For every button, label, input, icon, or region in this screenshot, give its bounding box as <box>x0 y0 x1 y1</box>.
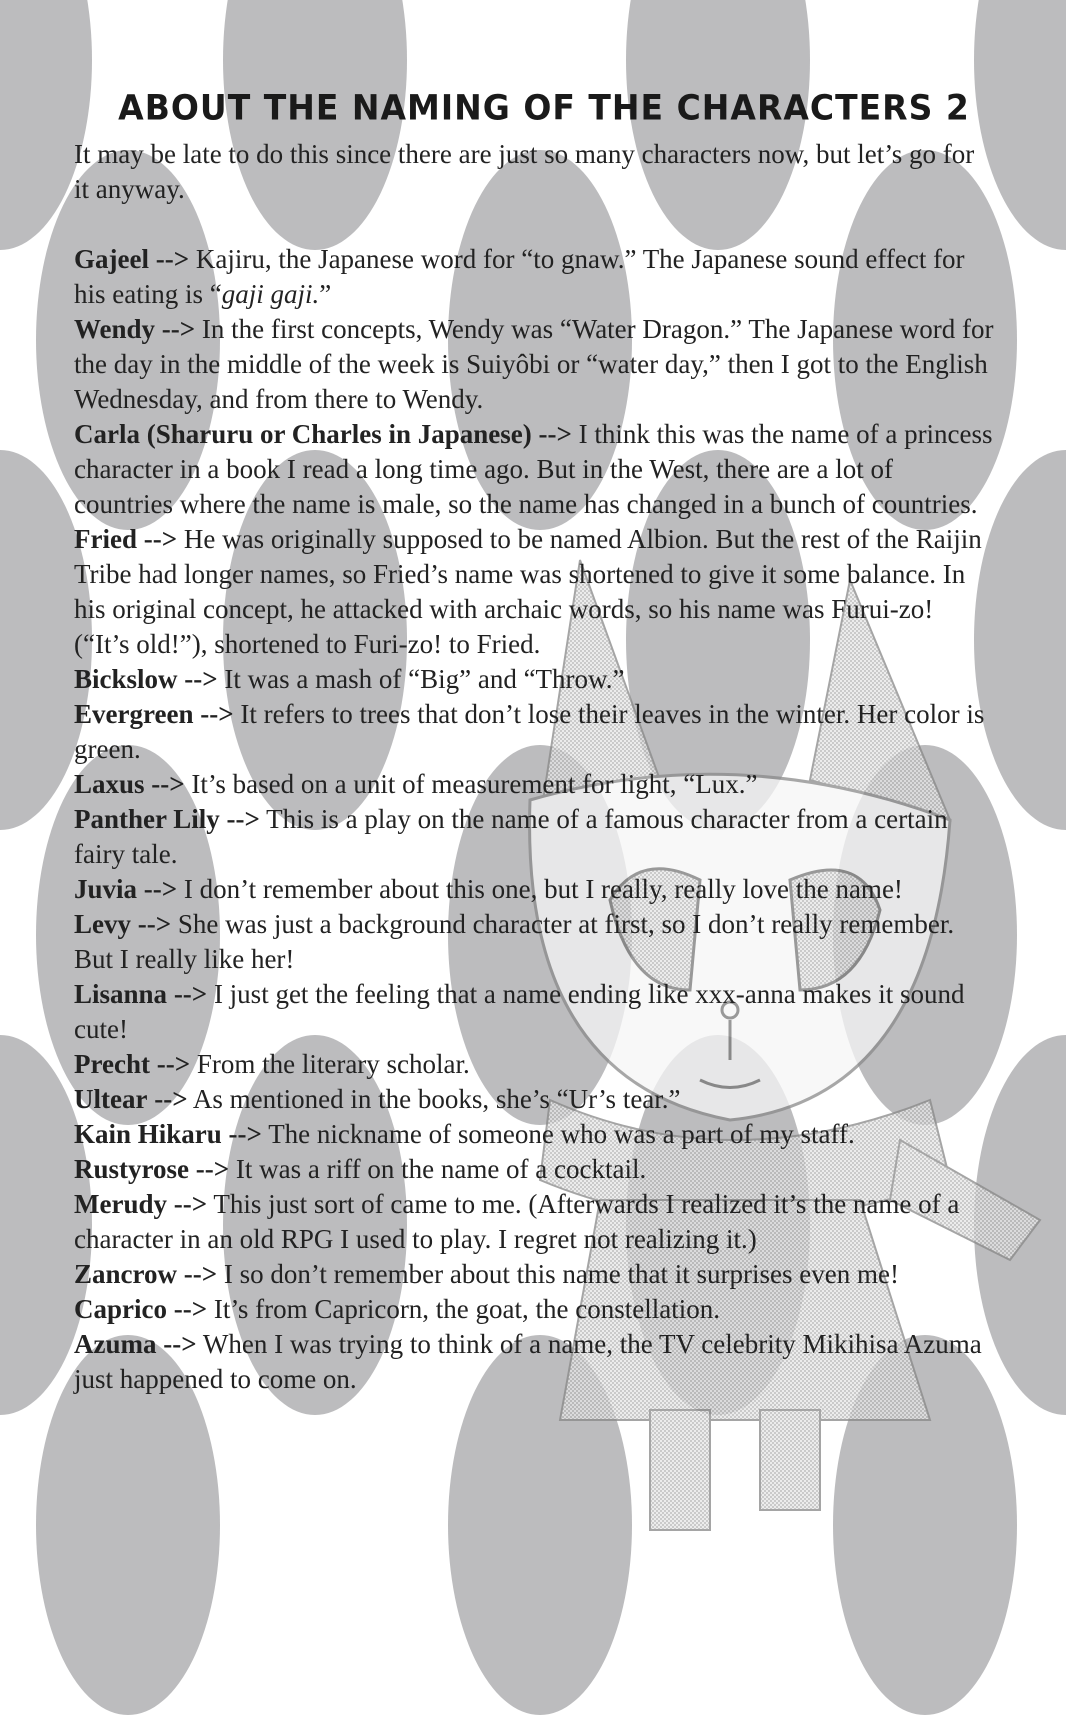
explanation: She was just a background character at first, so I don’t really remember. But I really like her! <box>74 909 955 974</box>
explanation: When I was trying to think of a name, the TV celebrity Mikihisa Azuma just happened to come on. <box>74 1329 982 1394</box>
arrow: --> <box>173 979 208 1009</box>
list-item <box>74 1047 994 1082</box>
arrow: --> <box>154 1084 188 1114</box>
arrow: --> <box>163 1329 197 1359</box>
arrow: --> <box>143 874 178 904</box>
list-item <box>74 1327 994 1397</box>
character-name: Rustyrose <box>74 1154 190 1184</box>
arrow: --> <box>228 1119 262 1149</box>
character-name: Precht <box>74 1049 150 1079</box>
character-name: Ultear <box>74 1084 148 1114</box>
list-item <box>74 1292 994 1327</box>
intro-paragraph: It may be late to do this since there are just so many characters now, but let’s go for it anyway. <box>74 139 975 204</box>
explanation: It’s based on a unit of measurement for light, “Lux.” <box>191 769 758 799</box>
list-item <box>74 417 994 522</box>
page-content <box>74 88 994 1397</box>
explanation: I just get the feeling that a name ending like xxx-anna makes it sound cute! <box>74 979 965 1044</box>
character-name-list <box>74 242 994 1397</box>
character-name: Laxus <box>74 769 145 799</box>
arrow: --> <box>161 314 196 344</box>
arrow: --> <box>137 909 172 939</box>
list-item <box>74 697 994 767</box>
arrow: --> <box>184 664 218 694</box>
list-item <box>74 1152 994 1187</box>
arrow: --> <box>143 524 178 554</box>
list-item <box>74 522 994 662</box>
explanation-emphasis: gaji gaji. <box>221 279 320 309</box>
explanation: It’s from Capricorn, the goat, the constellation. <box>213 1294 720 1324</box>
character-name: Bickslow <box>74 664 178 694</box>
character-name: Caprico <box>74 1294 167 1324</box>
list-item <box>74 1117 994 1152</box>
character-name: Wendy <box>74 314 156 344</box>
arrow: --> <box>195 1154 230 1184</box>
character-name: Gajeel <box>74 244 149 274</box>
arrow: --> <box>200 699 234 729</box>
explanation: This just sort of came to me. (Afterwards I realized it’s the name of a character in an old RPG I used to play. I regret not realizing it.) <box>74 1189 960 1254</box>
page-title: ABOUT THE NAMING OF THE CHARACTERS 2 <box>118 87 970 128</box>
list-item <box>74 767 994 802</box>
explanation: As mentioned in the books, she’s “Ur’s tear.” <box>192 1084 681 1114</box>
explanation: The nickname of someone who was a part of my staff. <box>268 1119 855 1149</box>
arrow: --> <box>151 769 185 799</box>
list-item <box>74 242 994 312</box>
list-item <box>74 312 994 417</box>
character-name: Zancrow <box>74 1259 178 1289</box>
arrow: --> <box>156 1049 191 1079</box>
explanation: I so don’t remember about this name that it surprises even me! <box>223 1259 899 1289</box>
character-name: Fried <box>74 524 137 554</box>
explanation: It refers to trees that don’t lose their leaves in the winter. Her color is green. <box>74 699 985 764</box>
explanation: Kajiru, the Japanese word for “to gnaw.” The Japanese sound effect for his eating is “ <box>74 244 965 309</box>
arrow: --> <box>538 419 572 449</box>
list-item <box>74 1082 994 1117</box>
explanation: This is a play on the name of a famous character from a certain fairy tale. <box>74 804 948 869</box>
explanation: It was a riff on the name of a cocktail. <box>235 1154 647 1184</box>
arrow: --> <box>183 1259 218 1289</box>
arrow: --> <box>173 1189 208 1219</box>
character-name: Evergreen <box>74 699 194 729</box>
list-item <box>74 662 994 697</box>
arrow: --> <box>155 244 190 274</box>
explanation: It was a mash of “Big” and “Throw.” <box>224 664 625 694</box>
character-name: Levy <box>74 909 131 939</box>
list-item <box>74 872 994 907</box>
character-name: Juvia <box>74 874 138 904</box>
list-item <box>74 1187 994 1257</box>
character-name: Kain Hikaru <box>74 1119 222 1149</box>
arrow: --> <box>226 804 260 834</box>
explanation: I think this was the name of a princess character in a book I read a long time ago. But in the West, there are a lot of countries where the name is male, so the name has changed in a bunch of countries. <box>74 419 993 519</box>
character-name: Panther Lily <box>74 804 220 834</box>
explanation: From the literary scholar. <box>196 1049 470 1079</box>
list-item <box>74 1257 994 1292</box>
explanation-tail: ” <box>319 279 332 309</box>
list-item <box>74 977 994 1047</box>
list-item <box>74 907 994 977</box>
character-name: Azuma <box>74 1329 157 1359</box>
arrow: --> <box>173 1294 208 1324</box>
explanation: He was originally supposed to be named Albion. But the rest of the Raijin Tribe had longer names, so Fried’s name was shortened to give it some balance. In his original concept, he attacked with archaic words, so his name was Furui-zo! (“It’s old!”), shortened to Furi-zo! to Fried. <box>74 524 982 659</box>
explanation: In the first concepts, Wendy was “Water Dragon.” The Japanese word for the day in the middle of the week is Suiyôbi or “water day,” then I got to the English Wednesday, and from there to Wendy. <box>74 314 994 414</box>
character-name: Carla (Sharuru or Charles in Japanese) <box>74 419 532 449</box>
list-item <box>74 802 994 872</box>
character-name: Lisanna <box>74 979 168 1009</box>
character-name: Merudy <box>74 1189 167 1219</box>
explanation: I don’t remember about this one, but I really, really love the name! <box>183 874 903 904</box>
